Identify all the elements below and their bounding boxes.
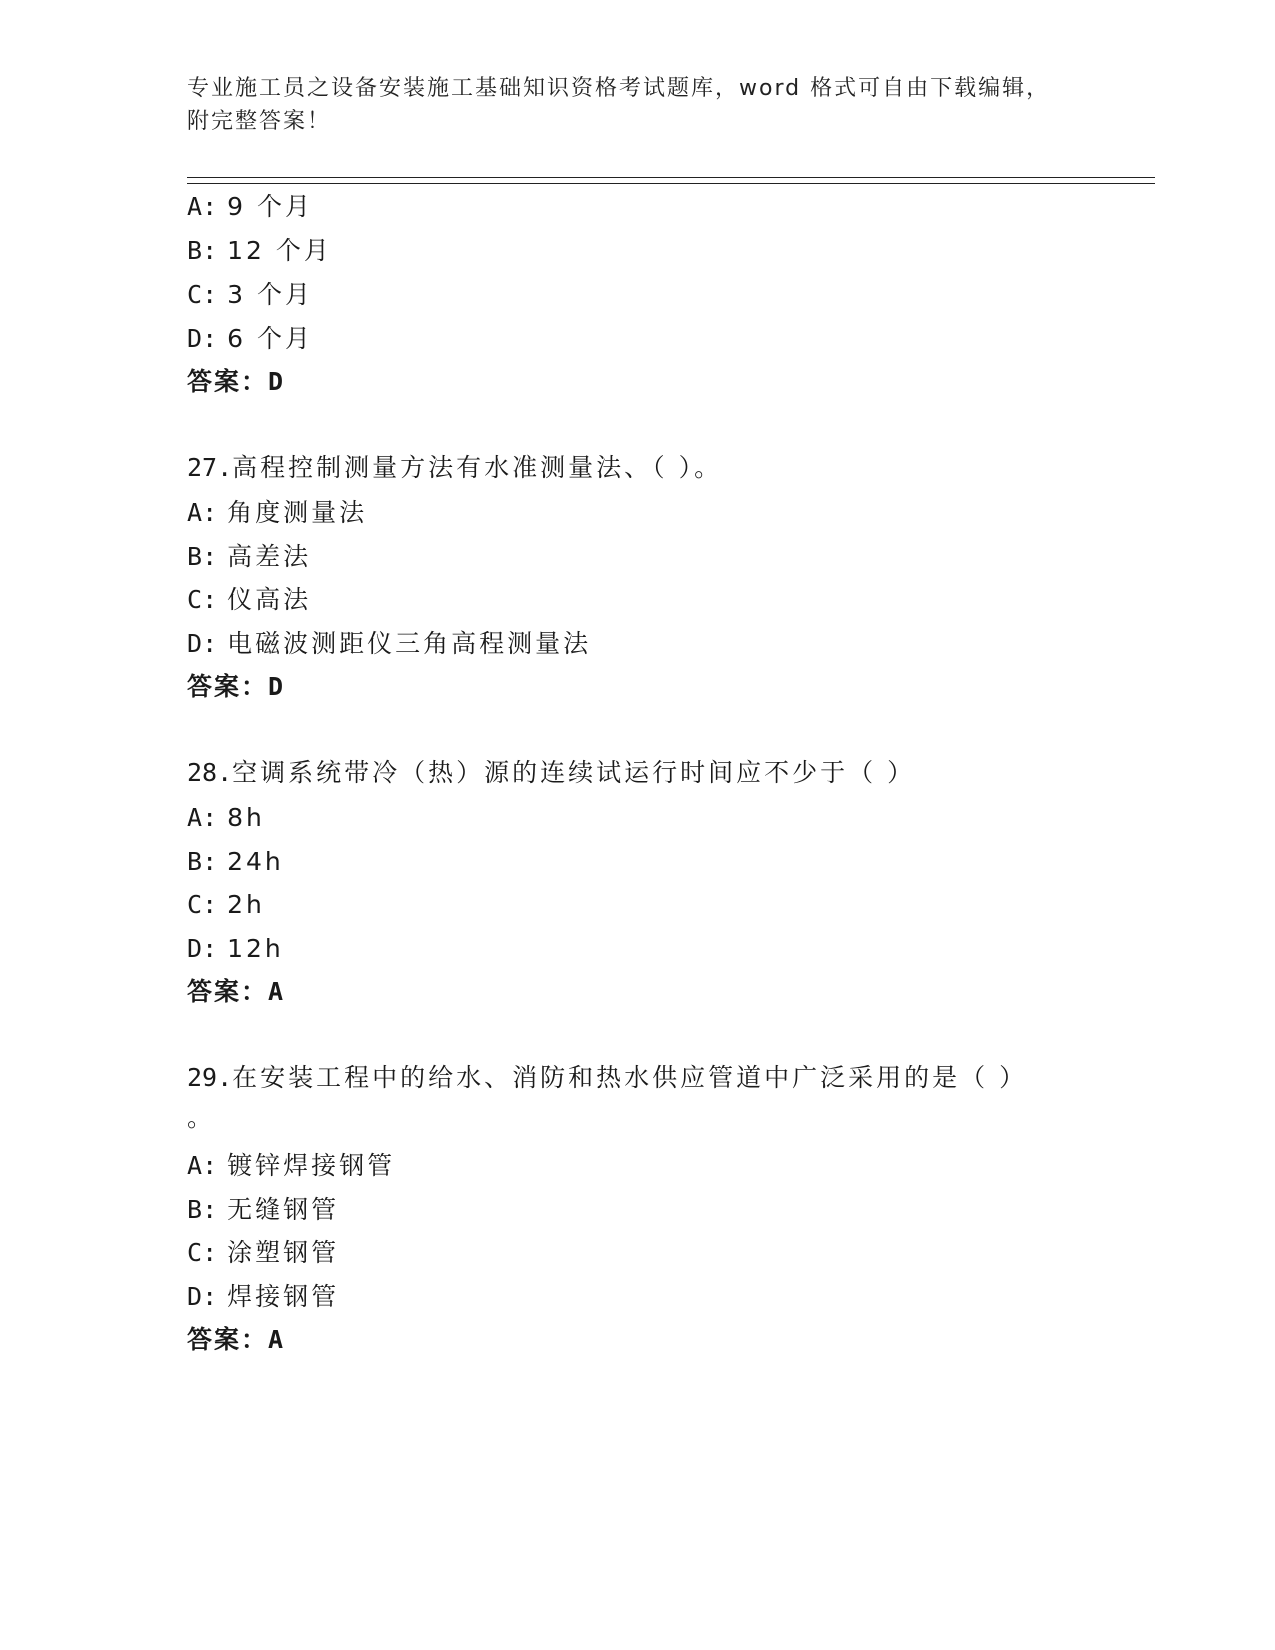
option-text: 涂塑钢管 <box>227 1238 340 1267</box>
option-separator: : <box>202 934 218 963</box>
answer-label: 答案： <box>187 367 269 396</box>
option-separator: : <box>202 803 218 832</box>
option-key: B <box>187 542 203 571</box>
answer-line <box>187 1324 283 1356</box>
option-separator: : <box>202 192 218 221</box>
option-separator: : <box>202 1238 218 1267</box>
option-separator: : <box>202 585 218 614</box>
option-key: A <box>187 192 203 221</box>
option-key: A <box>187 803 203 832</box>
option-text: 电磁波测距仪三角高程测量法 <box>227 629 592 658</box>
option-line <box>187 889 265 921</box>
option-line <box>187 1150 395 1182</box>
option-line <box>187 1194 339 1226</box>
question-text-continued: 。 <box>187 1103 216 1132</box>
option-text: 高差法 <box>227 542 312 571</box>
option-line <box>187 541 311 573</box>
option-key: B <box>187 1195 203 1224</box>
option-line <box>187 323 313 355</box>
option-separator: : <box>202 1151 218 1180</box>
option-separator: : <box>202 542 218 571</box>
option-line <box>187 846 284 878</box>
question-number: 29. <box>187 1063 233 1092</box>
option-text: 6 个月 <box>227 324 313 353</box>
option-text: 8h <box>227 803 265 832</box>
question-stem-continuation <box>187 1102 215 1134</box>
answer-line <box>187 671 283 703</box>
option-key: D <box>187 629 203 658</box>
option-line <box>187 933 284 965</box>
option-separator: : <box>202 236 218 265</box>
option-text: 2h <box>227 890 265 919</box>
answer-value: A <box>268 977 284 1006</box>
option-line <box>187 802 265 834</box>
option-key: D <box>187 1282 203 1311</box>
answer-label: 答案： <box>187 1325 269 1354</box>
option-separator: : <box>202 890 218 919</box>
question-text: 高程控制测量方法有水准测量法、（ ）。 <box>232 453 723 482</box>
option-key: B <box>187 236 203 265</box>
option-separator: : <box>202 324 218 353</box>
option-separator: : <box>202 847 218 876</box>
answer-value: D <box>268 367 284 396</box>
question-stem <box>187 1062 1027 1094</box>
option-text: 仪高法 <box>227 585 312 614</box>
option-line <box>187 279 313 311</box>
answer-line <box>187 366 283 398</box>
question-text: 空调系统带冷（热）源的连续试运行时间应不少于（ ） <box>232 758 916 787</box>
option-key: B <box>187 847 203 876</box>
header-line-1: 专业施工员之设备安装施工基础知识资格考试题库，word 格式可自由下载编辑， <box>187 76 1051 101</box>
option-key: A <box>187 498 203 527</box>
option-line <box>187 1281 339 1313</box>
option-text: 12 个月 <box>227 236 332 265</box>
option-text: 无缝钢管 <box>227 1195 340 1224</box>
option-line <box>187 235 332 267</box>
option-key: A <box>187 1151 203 1180</box>
question-stem <box>187 757 915 789</box>
option-separator: : <box>202 1282 218 1311</box>
option-line <box>187 628 591 660</box>
question-text: 在安装工程中的给水、消防和热水供应管道中广泛采用的是（ ） <box>232 1063 1028 1092</box>
option-key: C <box>187 280 203 309</box>
header-divider-top <box>187 177 1155 178</box>
option-separator: : <box>202 629 218 658</box>
option-line <box>187 191 313 223</box>
option-line <box>187 1237 339 1269</box>
option-line <box>187 584 311 616</box>
answer-value: A <box>268 1325 284 1354</box>
option-text: 9 个月 <box>227 192 313 221</box>
option-key: C <box>187 1238 203 1267</box>
question-stem <box>187 452 722 484</box>
document-header <box>187 72 1067 138</box>
option-key: D <box>187 934 203 963</box>
option-separator: : <box>202 280 218 309</box>
question-number: 28. <box>187 758 233 787</box>
answer-value: D <box>268 672 284 701</box>
option-text: 镀锌焊接钢管 <box>227 1151 396 1180</box>
option-separator: : <box>202 498 218 527</box>
option-text: 3 个月 <box>227 280 313 309</box>
header-divider-bottom <box>187 183 1155 184</box>
answer-line <box>187 976 283 1008</box>
option-separator: : <box>202 1195 218 1224</box>
option-text: 24h <box>227 847 284 876</box>
option-key: C <box>187 585 203 614</box>
option-text: 角度测量法 <box>227 498 368 527</box>
option-line <box>187 497 367 529</box>
answer-label: 答案： <box>187 672 269 701</box>
header-line-2: 附完整答案！ <box>187 109 332 134</box>
question-number: 27. <box>187 453 233 482</box>
answer-label: 答案： <box>187 977 269 1006</box>
option-key: C <box>187 890 203 919</box>
option-text: 12h <box>227 934 284 963</box>
option-key: D <box>187 324 203 353</box>
option-text: 焊接钢管 <box>227 1282 340 1311</box>
